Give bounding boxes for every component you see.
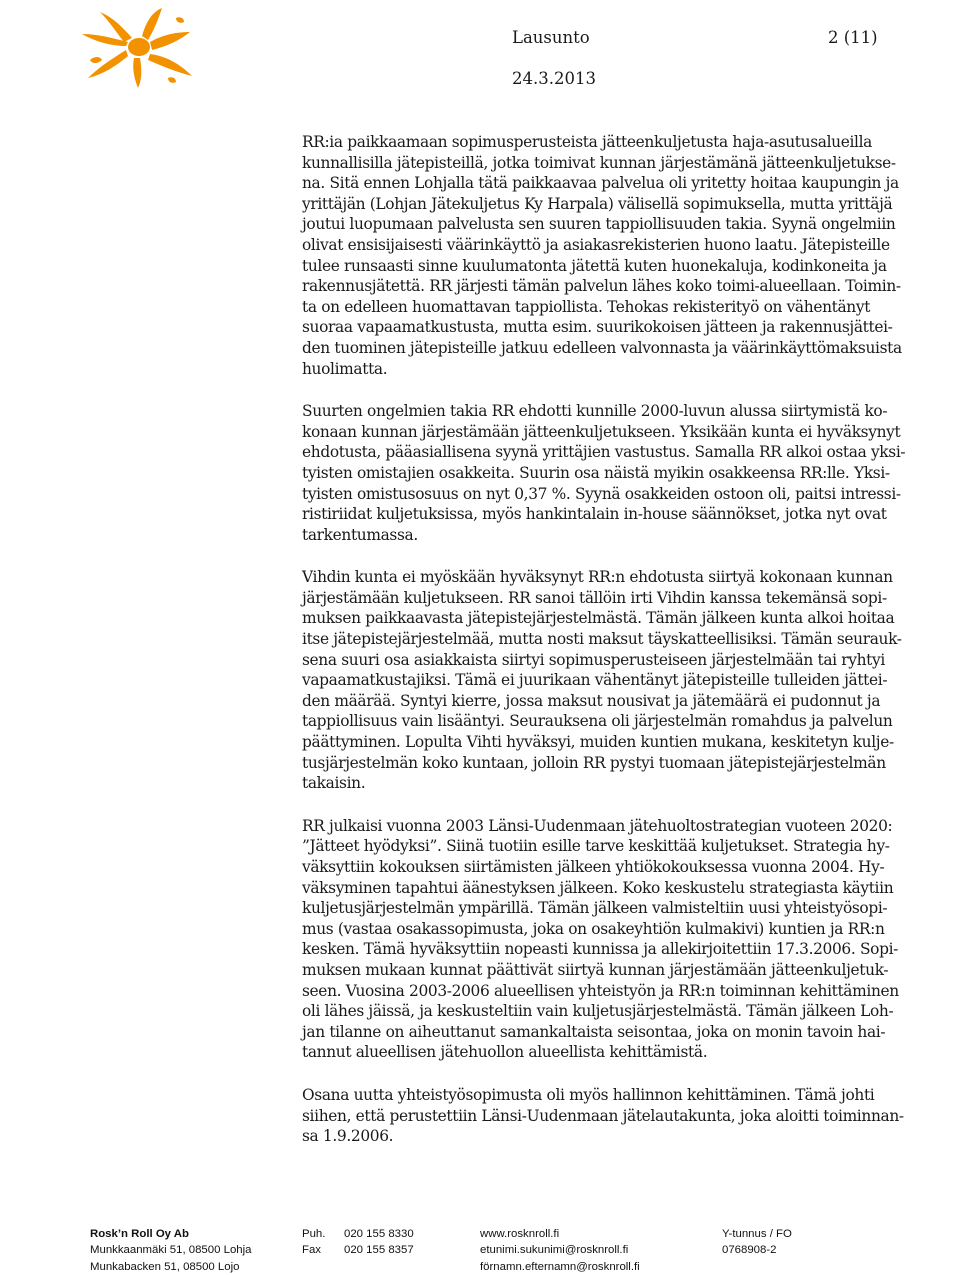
footer-business-id-label: Y-tunnus / FO — [722, 1228, 792, 1240]
text-line: Osana uutta yhteistyösopimusta oli myös hallinnon kehittäminen. Tämä johti — [302, 1085, 875, 1104]
text-line: itse jätepistejärjestelmää, mutta nosti maksut täyskatteellisiksi. Tämän seurauk- — [302, 630, 902, 649]
text-line: päättyminen. Lopulta Vihti hyväksyi, muiden kuntien mukana, keskitetyn kulje- — [302, 733, 894, 752]
text-line: suoraa vapaamatkustusta, mutta esim. suurikokoisen jätteen ja rakennusjättei- — [302, 318, 893, 337]
text-line: yrittäjän (Lohjan Jätekuljetus Ky Harpala) välisellä sopimuksella, mutta yrittäjä — [302, 194, 893, 213]
footer-phone: 020 155 8330 — [344, 1228, 414, 1240]
text-line: takaisin. — [302, 774, 366, 793]
text-line: väksyminen tapahtui äänestyksen jälkeen. Koko keskustelu strategiasta käytiin — [302, 878, 894, 897]
text-line: sa 1.9.2006. — [302, 1127, 394, 1146]
text-line: muksen mukaan kunnat päättivät siirtyä kunnan järjestämään jätteenkuljetuk- — [302, 960, 889, 979]
text-line: tarkentumassa. — [302, 525, 418, 544]
footer-company-name: Rosk’n Roll Oy Ab — [90, 1228, 189, 1240]
footer-contact-numbers — [344, 1226, 414, 1259]
footer-business-id: 0768908-2 — [722, 1244, 777, 1257]
footer-email-fi-link[interactable]: etunimi.sukunimi@rosknroll.fi — [480, 1244, 629, 1257]
text-line: huolimatta. — [302, 359, 388, 378]
document-body — [302, 132, 912, 1169]
text-line: tannut alueellisen jätehuollon alueellista kehittämistä. — [302, 1043, 708, 1062]
text-line: joutui luopumaan palvelusta sen suuren tappiollisuuden takia. Syynä ongelmiin — [302, 215, 896, 234]
text-line: tappiollisuus vain lisääntyi. Seurauksena oli järjestelmän romahdus ja palvelun — [302, 712, 893, 731]
text-line: tyisten omistusosuus on nyt 0,37 %. Syynä osakkeiden ostoon oli, paitsi intressi- — [302, 484, 901, 503]
body-paragraph — [302, 816, 912, 1063]
text-line: Vihdin kunta ei myöskään hyväksynyt RR:n ehdotusta siirtyä kokonaan kunnan — [302, 568, 893, 587]
text-line: tusjärjestelmän koko kuntaan, jolloin RR pystyi tuomaan jätepistejärjestelmän — [302, 753, 886, 772]
text-line: olivat ensisijaisesti väärinkäyttö ja asiakasrekisterien huono laatu. Jätepisteille — [302, 235, 890, 254]
page-number: 2 (11) — [828, 28, 878, 47]
footer-contact-labels — [302, 1226, 325, 1259]
text-line: ristiriidat kuljetuksissa, myös hankintalain in-house säännökset, jotka nyt ovat — [302, 505, 887, 524]
text-line: den määrää. Syntyi kierre, jossa maksut nousivat ja jätemäärä ei pudonnut ja — [302, 691, 881, 710]
body-paragraph — [302, 1085, 912, 1147]
text-line: RR julkaisi vuonna 2003 Länsi-Uudenmaan jätehuoltostrategian vuoteen 2020: — [302, 816, 893, 835]
body-paragraph — [302, 132, 912, 379]
text-line: muksen paikkaavasta jätepistejärjestelmästä. Tämän jälkeen kunta alkoi hoitaa — [302, 609, 895, 628]
body-paragraph — [302, 567, 912, 794]
text-line: oli lähes jäissä, ja keskusteltiin vain kuljetusjärjestelmästä. Tämän jälkeen Loh- — [302, 1002, 894, 1021]
document-type: Lausunto — [512, 28, 590, 47]
text-line: tulee runsaasti sinne kuulumatonta jätettä kuten huonekaluja, kodinkoneita ja — [302, 256, 887, 275]
footer-company-block — [90, 1226, 251, 1275]
text-line: tyisten omistajien osakkeita. Suurin osa näistä myikin osakkeensa RR:lle. Yksi- — [302, 463, 890, 482]
footer-address-fi: Munkkaanmäki 51, 08500 Lohja — [90, 1244, 252, 1257]
body-paragraph — [302, 401, 912, 545]
footer-business-id-block — [722, 1226, 792, 1259]
footer-address-sv: Munkabacken 51, 08500 Lojo — [90, 1260, 240, 1273]
text-line: vapaamatkustajiksi. Tämä ei juurikaan vähentänyt jätepisteille tulleiden jättei- — [302, 671, 888, 690]
text-line: kunnallisilla jätepisteillä, jotka toimivat kunnan järjestämänä jätteenkuljetukse- — [302, 153, 896, 172]
text-line: ”Jätteet hyödyksi”. Siinä tuotiin esille tarve keskittää kuljetukset. Strategia hy- — [302, 837, 890, 856]
footer-email-sv-link[interactable]: förnamn.efternamn@rosknroll.fi — [480, 1260, 640, 1273]
footer-fax: 020 155 8357 — [344, 1244, 414, 1257]
text-line: jan tilanne on aiheuttanut samankaltaista seisontaa, joka on monin tavoin hai- — [302, 1022, 886, 1041]
text-line: siihen, että perustettiin Länsi-Uudenmaan jätelautakunta, joka aloitti toiminnan- — [302, 1106, 904, 1125]
text-line: sena suuri osa asiakkaista siirtyi sopimusperusteiseen järjestelmään tai ryhtyi — [302, 650, 885, 669]
footer-web-block — [480, 1226, 640, 1275]
text-line: na. Sitä ennen Lohjalla tätä paikkaavaa palvelua oli yritetty hoitaa kaupungin ja — [302, 174, 899, 193]
footer-fax-label: Fax — [302, 1244, 321, 1257]
document-date: 24.3.2013 — [512, 69, 596, 88]
text-line: ehdotusta, pääasiallisena syynä yrittäjien vastustus. Samalla RR alkoi ostaa yksi- — [302, 443, 906, 462]
text-line: Suurten ongelmien takia RR ehdotti kunnille 2000-luvun alussa siirtymistä ko- — [302, 402, 888, 421]
text-line: väksyttiin kokouksen siirtämisten jälkeen yhtiökokouksessa vuonna 2004. Hy- — [302, 858, 885, 876]
company-logo-icon — [80, 6, 198, 88]
text-line: ta on edelleen huomattavan tappiollista. Tehokas rekisterityö on vähentänyt — [302, 297, 871, 316]
text-line: kesken. Tämä hyväksyttiin nopeasti kunnissa ja allekirjoitettiin 17.3.2006. Sopi- — [302, 940, 898, 959]
text-line: RR:ia paikkaamaan sopimusperusteista jätteenkuljetusta haja-asutusalueilla — [302, 133, 873, 151]
footer-website-link[interactable]: www.rosknroll.fi — [480, 1228, 560, 1240]
footer-phone-label: Puh. — [302, 1228, 326, 1240]
text-line: den tuominen jätepisteille jatkuu edelleen valvonnasta ja väärinkäyttömaksuista — [302, 338, 902, 357]
text-line: konaan kunnan järjestämään jätteenkuljetukseen. Yksikään kunta ei hyväksynyt — [302, 422, 901, 441]
text-line: rakennusjätettä. RR järjesti tämän palvelun lähes koko toimi-alueellaan. Toimin- — [302, 277, 901, 296]
text-line: seen. Vuosina 2003-2006 alueellisen yhteistyön ja RR:n toiminnan kehittäminen — [302, 981, 899, 1000]
text-line: mus (vastaa osakassopimusta, joka on osakeyhtiön kulmakivi) kuntien ja RR:n — [302, 919, 885, 938]
text-line: kuljetusjärjestelmän ympärillä. Tämän jälkeen valmisteltiin uusi yhteistyösopi- — [302, 899, 888, 918]
text-line: järjestämään kuljetukseen. RR sanoi tällöin irti Vihdin kanssa tekemänsä sopi- — [302, 588, 887, 607]
page-footer — [0, 1218, 960, 1271]
